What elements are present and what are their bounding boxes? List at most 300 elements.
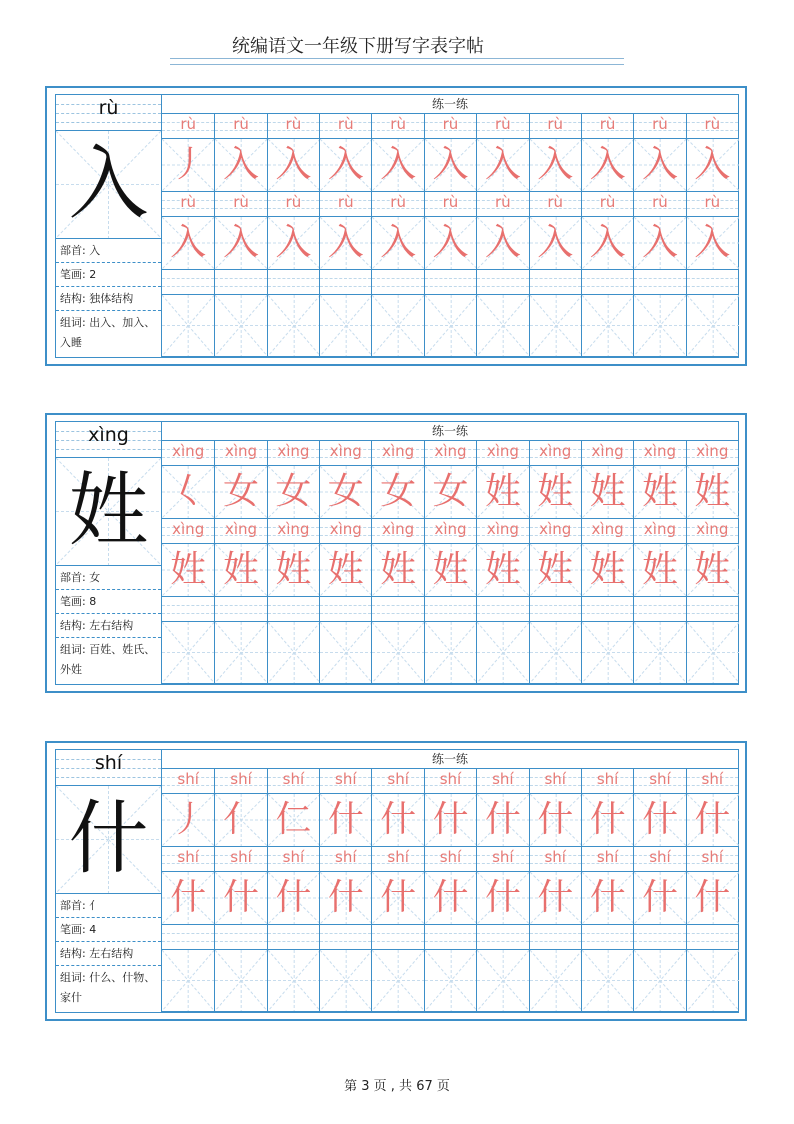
- stroke-guide-character: 姓: [589, 549, 626, 590]
- character-practice-cell: [214, 872, 266, 925]
- character-practice-cell: [267, 544, 319, 597]
- character-practice-cell: [476, 139, 528, 192]
- character-practice-cell: [633, 872, 685, 925]
- pinyin-practice-cell: [633, 192, 685, 217]
- main-character-box: [56, 786, 161, 894]
- character-practice-cell: [214, 217, 266, 270]
- character-practice-cell: [319, 950, 371, 1012]
- character-practice-cell: [529, 794, 581, 847]
- character-practice-cell: [529, 622, 581, 684]
- pinyin-practice-cell: [686, 441, 738, 466]
- pinyin-guide: shí: [230, 848, 252, 866]
- stroke-guide-character: 姓: [641, 549, 678, 590]
- stroke-guide-character: 姓: [223, 549, 260, 590]
- character-practice-cell: [267, 466, 319, 519]
- pinyin-practice-cell: [267, 441, 319, 466]
- stroke-guide-character: 什: [694, 877, 731, 918]
- pinyin-practice-cell: [476, 925, 528, 950]
- pinyin-guide: xìng: [434, 442, 467, 460]
- pinyin-practice-cell: [633, 270, 685, 295]
- pinyin-practice-cell: [424, 441, 476, 466]
- pinyin-practice-cell: [581, 192, 633, 217]
- pinyin-guide: shí: [439, 848, 462, 866]
- pinyin-guide: shí: [177, 770, 199, 788]
- stroke-guide-character: 女: [327, 471, 364, 512]
- character-practice-cell: [686, 872, 738, 925]
- character-practice-cell: [633, 950, 685, 1012]
- pinyin-practice-cell: [214, 519, 266, 544]
- character-practice-cell: [371, 139, 423, 192]
- stroke-guide-character: 入: [641, 144, 678, 185]
- character-practice-cell: [424, 466, 476, 519]
- pinyin-practice-cell: [633, 847, 685, 872]
- character-practice-cell: [424, 295, 476, 357]
- character-practice-cell: [371, 544, 423, 597]
- pinyin-guide: xìng: [643, 442, 676, 460]
- pinyin-practice-cell: [162, 270, 214, 295]
- character-card-1: [45, 413, 747, 693]
- pinyin-guide: rù: [337, 193, 354, 211]
- pinyin-practice-cell: [633, 925, 685, 950]
- pinyin-practice-cell: [371, 925, 423, 950]
- pinyin-guide: rù: [652, 193, 668, 211]
- pinyin-practice-cell: [529, 270, 581, 295]
- practice-heading: 练一练: [162, 95, 738, 114]
- stroke-guide-character: 姓: [432, 549, 469, 590]
- pinyin-practice-cell: [476, 114, 528, 139]
- character-practice-cell: [267, 295, 319, 357]
- character-practice-cell: [686, 622, 738, 684]
- stroke-guide-character: 什: [641, 877, 678, 918]
- character-practice-cell: [162, 466, 214, 519]
- stroke-guide-character: 姓: [484, 549, 521, 590]
- pinyin-practice-cell: [633, 597, 685, 622]
- pinyin-guide: xìng: [696, 442, 729, 460]
- pinyin-practice-cell: [529, 441, 581, 466]
- pinyin-guide: shí: [439, 770, 462, 788]
- card-inner-frame: [55, 421, 739, 685]
- pinyin-guide: shí: [649, 848, 671, 866]
- stroke-guide-character: 姓: [275, 549, 312, 590]
- main-character: 什: [68, 792, 149, 885]
- pinyin-guide: rù: [547, 193, 564, 211]
- character-info-panel: [56, 750, 162, 1012]
- pinyin-guide: shí: [492, 848, 514, 866]
- character-practice-cell: [214, 950, 266, 1012]
- character-practice-cell: [476, 295, 528, 357]
- character-practice-cell: [162, 139, 214, 192]
- stroke-guide-character: 入: [537, 222, 574, 263]
- character-practice-cell: [529, 217, 581, 270]
- pinyin-guide: rù: [180, 193, 197, 211]
- pinyin-guide: xìng: [486, 442, 519, 460]
- pinyin-practice-cell: [529, 847, 581, 872]
- pinyin-guide: shí: [596, 848, 619, 866]
- pinyin-practice-cell: [214, 597, 266, 622]
- character-practice-cell: [424, 950, 476, 1012]
- character-practice-cell: [686, 544, 738, 597]
- pinyin-practice-cell: [633, 769, 685, 794]
- character-info-panel: [56, 95, 162, 357]
- pinyin-box: [56, 750, 161, 786]
- stroke-guide-character: 入: [223, 222, 260, 263]
- pinyin-practice-cell: [529, 192, 581, 217]
- pinyin-practice-cell: [371, 441, 423, 466]
- pinyin-practice-cell: [162, 114, 214, 139]
- pinyin-practice-cell: [214, 270, 266, 295]
- pinyin-guide: shí: [387, 848, 409, 866]
- character-practice-cell: [633, 544, 685, 597]
- pinyin-box: [56, 422, 161, 458]
- character-practice-cell: [686, 139, 738, 192]
- character-practice-cell: [633, 794, 685, 847]
- character-practice-cell: [424, 872, 476, 925]
- pinyin-practice-cell: [267, 925, 319, 950]
- pinyin-box: [56, 95, 161, 131]
- pinyin-practice-cell: [267, 114, 319, 139]
- character-practice-cell: [581, 139, 633, 192]
- stroke-guide-character: 入: [589, 144, 626, 185]
- character-card-2: [45, 741, 747, 1021]
- character-practice-cell: [162, 217, 214, 270]
- character-practice-cell: [319, 794, 371, 847]
- character-practice-cell: [633, 466, 685, 519]
- character-practice-cell: [162, 622, 214, 684]
- stroke-guide-character: 什: [380, 877, 417, 918]
- stroke-guide-character: 什: [432, 799, 469, 840]
- practice-heading: 练一练: [162, 422, 738, 441]
- pinyin-practice-cell: [686, 270, 738, 295]
- pinyin-practice-cell: [371, 114, 423, 139]
- pinyin-practice-cell: [319, 192, 371, 217]
- pinyin-guide: shí: [282, 770, 305, 788]
- pinyin-guide: shí: [492, 770, 514, 788]
- character-practice-cell: [319, 466, 371, 519]
- stroke-guide-character: 入: [694, 222, 731, 263]
- stroke-guide-character: 什: [380, 799, 417, 840]
- stroke-guide-character: 入: [170, 222, 207, 263]
- pinyin-practice-cell: [633, 441, 685, 466]
- character-practice-cell: [529, 950, 581, 1012]
- character-practice-cell: [529, 466, 581, 519]
- character-practice-cell: [476, 950, 528, 1012]
- pinyin-practice-cell: [214, 769, 266, 794]
- pinyin-practice-cell: [267, 769, 319, 794]
- character-practice-cell: [476, 622, 528, 684]
- character-practice-cell: [162, 872, 214, 925]
- pinyin-practice-cell: [686, 519, 738, 544]
- main-character-box: [56, 458, 161, 566]
- pinyin-practice-cell: [214, 114, 266, 139]
- stroke-guide-character: 姓: [589, 471, 626, 512]
- stroke-guide-character: 什: [589, 799, 626, 840]
- character-practice-cell: [581, 466, 633, 519]
- main-pinyin: shí: [94, 752, 123, 774]
- radical-label: 部首: 入: [56, 239, 161, 263]
- pinyin-practice-cell: [424, 270, 476, 295]
- pinyin-practice-cell: [476, 192, 528, 217]
- character-practice-cell: [686, 295, 738, 357]
- pinyin-practice-cell: [686, 114, 738, 139]
- character-practice-cell: [686, 217, 738, 270]
- stroke-guide-character: 什: [327, 799, 364, 840]
- pinyin-guide: xìng: [225, 520, 258, 538]
- stroke-count-label: 笔画: 2: [56, 263, 161, 287]
- character-practice-cell: [162, 794, 214, 847]
- character-practice-cell: [476, 872, 528, 925]
- pinyin-practice-cell: [529, 114, 581, 139]
- character-practice-cell: [424, 139, 476, 192]
- pinyin-guide: xìng: [382, 442, 415, 460]
- pinyin-practice-cell: [581, 441, 633, 466]
- stroke-guide-character: 姓: [484, 471, 521, 512]
- stroke-guide-character: 女: [432, 471, 469, 512]
- pinyin-guide: rù: [652, 115, 668, 133]
- pinyin-guide: rù: [547, 115, 564, 133]
- pinyin-practice-cell: [319, 847, 371, 872]
- character-practice-cell: [633, 295, 685, 357]
- character-practice-cell: [319, 295, 371, 357]
- pinyin-practice-cell: [267, 192, 319, 217]
- pinyin-guide: shí: [230, 770, 252, 788]
- pinyin-practice-cell: [686, 925, 738, 950]
- structure-label: 结构: 左右结构: [56, 942, 161, 966]
- pinyin-guide: rù: [495, 193, 511, 211]
- pinyin-practice-cell: [686, 769, 738, 794]
- character-practice-cell: [371, 950, 423, 1012]
- main-character: 姓: [68, 464, 149, 557]
- pinyin-practice-cell: [162, 847, 214, 872]
- pinyin-practice-cell: [424, 192, 476, 217]
- pinyin-practice-cell: [476, 769, 528, 794]
- character-practice-cell: [686, 794, 738, 847]
- pinyin-practice-cell: [162, 769, 214, 794]
- character-practice-cell: [162, 544, 214, 597]
- pinyin-practice-cell: [476, 441, 528, 466]
- practice-area: [162, 95, 738, 357]
- pinyin-guide: xìng: [539, 442, 572, 460]
- stroke-guide-character: 女: [380, 471, 417, 512]
- main-pinyin: xìng: [88, 424, 129, 446]
- character-practice-cell: [214, 544, 266, 597]
- stroke-guide-character: 入: [484, 144, 521, 185]
- card-inner-frame: [55, 94, 739, 358]
- pinyin-guide: xìng: [643, 520, 676, 538]
- pinyin-practice-cell: [476, 847, 528, 872]
- pinyin-guide: shí: [544, 770, 566, 788]
- pinyin-guide: xìng: [591, 442, 624, 460]
- pinyin-practice-cell: [529, 597, 581, 622]
- stroke-guide-character: 入: [694, 144, 731, 185]
- character-practice-cell: [267, 217, 319, 270]
- pinyin-guide: rù: [285, 115, 302, 133]
- pinyin-guide: xìng: [329, 520, 362, 538]
- pinyin-practice-cell: [476, 597, 528, 622]
- character-practice-cell: [581, 295, 633, 357]
- stroke-guide-character: 入: [223, 144, 260, 185]
- character-practice-cell: [581, 872, 633, 925]
- pinyin-practice-cell: [214, 441, 266, 466]
- practice-area: [162, 750, 738, 1012]
- character-practice-cell: [267, 622, 319, 684]
- page-footer: 第 3 页 , 共 67 页: [344, 1079, 450, 1094]
- pinyin-practice-cell: [267, 270, 319, 295]
- pinyin-guide: shí: [701, 848, 724, 866]
- character-info-panel: [56, 422, 162, 684]
- stroke-guide-character: 什: [432, 877, 469, 918]
- character-practice-cell: [424, 544, 476, 597]
- stroke-guide-character: 亻: [223, 799, 260, 840]
- character-practice-cell: [214, 466, 266, 519]
- stroke-guide-character: 什: [694, 799, 731, 840]
- character-practice-cell: [267, 872, 319, 925]
- pinyin-practice-cell: [319, 769, 371, 794]
- stroke-guide-character: 入: [641, 222, 678, 263]
- stroke-guide-character: 姓: [694, 471, 731, 512]
- pinyin-guide: rù: [285, 193, 302, 211]
- pinyin-guide: shí: [387, 770, 409, 788]
- character-practice-cell: [267, 794, 319, 847]
- stroke-guide-character: 什: [223, 877, 260, 918]
- stroke-guide-character: 入: [275, 222, 312, 263]
- pinyin-guide: rù: [180, 115, 197, 133]
- character-practice-cell: [371, 622, 423, 684]
- pinyin-practice-cell: [371, 597, 423, 622]
- pinyin-practice-cell: [581, 270, 633, 295]
- pinyin-practice-cell: [319, 114, 371, 139]
- pinyin-practice-cell: [581, 519, 633, 544]
- character-practice-cell: [371, 295, 423, 357]
- character-practice-cell: [476, 217, 528, 270]
- pinyin-practice-cell: [633, 519, 685, 544]
- stroke-guide-character: 什: [537, 799, 574, 840]
- character-practice-cell: [581, 622, 633, 684]
- pinyin-guide: rù: [390, 115, 406, 133]
- character-practice-cell: [319, 217, 371, 270]
- character-practice-cell: [581, 217, 633, 270]
- pinyin-guide: xìng: [172, 442, 205, 460]
- character-practice-cell: [424, 217, 476, 270]
- pinyin-guide: shí: [177, 848, 199, 866]
- pinyin-guide: xìng: [277, 442, 310, 460]
- character-practice-cell: [476, 794, 528, 847]
- pinyin-guide: xìng: [539, 520, 572, 538]
- pinyin-guide: shí: [701, 770, 724, 788]
- character-practice-cell: [424, 794, 476, 847]
- pinyin-practice-cell: [267, 519, 319, 544]
- character-practice-cell: [267, 139, 319, 192]
- pinyin-guide: xìng: [696, 520, 729, 538]
- pinyin-practice-cell: [529, 769, 581, 794]
- pinyin-guide: shí: [596, 770, 619, 788]
- stroke-guide-character: 什: [484, 799, 521, 840]
- pinyin-practice-cell: [319, 925, 371, 950]
- structure-label: 结构: 左右结构: [56, 614, 161, 638]
- practice-heading: 练一练: [162, 750, 738, 769]
- pinyin-guide: shí: [335, 770, 357, 788]
- pinyin-guide: shí: [544, 848, 566, 866]
- pinyin-guide: xìng: [486, 520, 519, 538]
- title-underline: [170, 58, 624, 65]
- pinyin-practice-cell: [424, 769, 476, 794]
- pinyin-practice-cell: [529, 925, 581, 950]
- word-examples-label: 组词: 出入、加入、入睡: [60, 316, 156, 349]
- pinyin-practice-cell: [371, 192, 423, 217]
- pinyin-guide: xìng: [225, 442, 258, 460]
- character-practice-cell: [581, 544, 633, 597]
- pinyin-practice-cell: [424, 925, 476, 950]
- stroke-guide-character: 什: [589, 877, 626, 918]
- stroke-guide-character: 入: [380, 144, 417, 185]
- character-practice-cell: [686, 950, 738, 1012]
- pinyin-practice-cell: [633, 114, 685, 139]
- character-practice-cell: [214, 622, 266, 684]
- pinyin-practice-cell: [476, 270, 528, 295]
- stroke-guide-character: 丿: [170, 799, 207, 840]
- stroke-count-label: 笔画: 8: [56, 590, 161, 614]
- pinyin-practice-cell: [371, 270, 423, 295]
- pinyin-practice-cell: [581, 114, 633, 139]
- stroke-guide-character: 姓: [327, 549, 364, 590]
- pinyin-guide: rù: [495, 115, 511, 133]
- stroke-guide-character: 女: [223, 471, 260, 512]
- pinyin-practice-cell: [529, 519, 581, 544]
- pinyin-practice-cell: [424, 597, 476, 622]
- stroke-guide-character: 什: [327, 877, 364, 918]
- stroke-guide-character: 入: [589, 222, 626, 263]
- stroke-guide-character: 𡿨: [170, 471, 207, 512]
- main-character-box: [56, 131, 161, 239]
- pinyin-guide: xìng: [434, 520, 467, 538]
- character-practice-cell: [319, 139, 371, 192]
- pinyin-practice-cell: [686, 597, 738, 622]
- stroke-guide-character: 入: [327, 222, 364, 263]
- pinyin-practice-cell: [214, 192, 266, 217]
- main-pinyin: rù: [98, 97, 119, 119]
- pinyin-practice-cell: [371, 769, 423, 794]
- practice-area: [162, 422, 738, 684]
- character-practice-cell: [267, 950, 319, 1012]
- pinyin-practice-cell: [424, 114, 476, 139]
- stroke-guide-character: 姓: [694, 549, 731, 590]
- pinyin-practice-cell: [686, 847, 738, 872]
- stroke-guide-character: 什: [537, 877, 574, 918]
- stroke-guide-character: 入: [432, 144, 469, 185]
- pinyin-practice-cell: [581, 847, 633, 872]
- character-practice-cell: [162, 950, 214, 1012]
- character-practice-cell: [162, 295, 214, 357]
- pinyin-practice-cell: [424, 519, 476, 544]
- stroke-guide-character: 姓: [170, 549, 207, 590]
- character-practice-cell: [686, 466, 738, 519]
- pinyin-practice-cell: [319, 270, 371, 295]
- character-practice-cell: [529, 295, 581, 357]
- character-practice-cell: [424, 622, 476, 684]
- stroke-guide-character: 入: [537, 144, 574, 185]
- radical-label: 部首: 女: [56, 566, 161, 590]
- pinyin-practice-cell: [267, 597, 319, 622]
- character-practice-cell: [371, 872, 423, 925]
- pinyin-practice-cell: [162, 441, 214, 466]
- character-practice-cell: [319, 622, 371, 684]
- stroke-guide-character: 入: [275, 144, 312, 185]
- pinyin-practice-cell: [424, 847, 476, 872]
- pinyin-guide: shí: [649, 770, 671, 788]
- character-practice-cell: [633, 217, 685, 270]
- character-practice-cell: [371, 217, 423, 270]
- stroke-guide-character: 丿: [170, 144, 207, 185]
- pinyin-guide: shí: [335, 848, 357, 866]
